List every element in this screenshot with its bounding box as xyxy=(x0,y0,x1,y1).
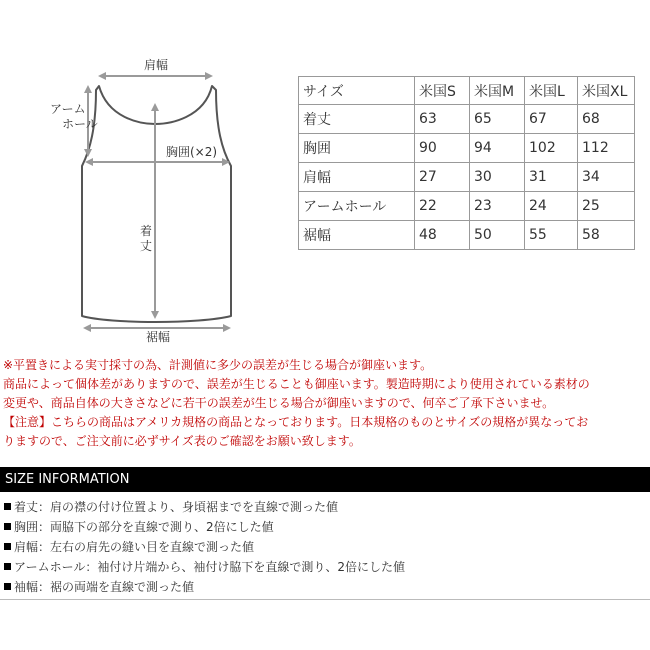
notes-section xyxy=(3,356,648,451)
size-diagram xyxy=(0,0,290,350)
size-information-list xyxy=(4,497,405,597)
size-table-cell: 肩幅 xyxy=(299,163,415,192)
length-arrow xyxy=(151,103,159,319)
size-table-cell: 55 xyxy=(525,221,578,250)
size-table-header-cell: サイズ xyxy=(299,77,415,105)
length-label-line2: 丈 xyxy=(140,239,153,253)
size-table-cell: 27 xyxy=(415,163,470,192)
size-table-cell: 31 xyxy=(525,163,578,192)
size-table-cell: 着丈 xyxy=(299,105,415,134)
size-table-header-row xyxy=(299,77,635,105)
size-table xyxy=(298,76,635,250)
size-table-cell: 58 xyxy=(578,221,635,250)
size-table-cell: 23 xyxy=(470,192,525,221)
size-info-item xyxy=(4,577,405,597)
size-info-text: 袖幅：裾の両端を直線で測った値 xyxy=(14,580,195,594)
bottom-divider xyxy=(0,599,650,600)
size-table-cell: 67 xyxy=(525,105,578,134)
size-table-cell: 112 xyxy=(578,134,635,163)
size-info-item xyxy=(4,517,405,537)
chest-arrow xyxy=(85,158,230,166)
size-information-header: SIZE INFORMATION xyxy=(0,467,650,492)
square-bullet-icon xyxy=(4,543,11,550)
size-table-cell: 胸囲 xyxy=(299,134,415,163)
size-table-cell: 裾幅 xyxy=(299,221,415,250)
length-label-line1: 着 xyxy=(140,224,153,238)
size-table-row xyxy=(299,163,635,192)
size-table-cell: 63 xyxy=(415,105,470,134)
size-table-row xyxy=(299,134,635,163)
size-info-item xyxy=(4,497,405,517)
square-bullet-icon xyxy=(4,503,11,510)
size-info-item xyxy=(4,557,405,577)
size-table-row xyxy=(299,105,635,134)
size-table-header-cell: 米国M xyxy=(470,77,525,105)
shoulder-arrow xyxy=(98,72,213,80)
square-bullet-icon xyxy=(4,583,11,590)
size-table-header-cell: 米国L xyxy=(525,77,578,105)
hem-label: 裾幅 xyxy=(146,330,171,344)
size-table-cell: 22 xyxy=(415,192,470,221)
size-info-text: 胸囲：両脇下の部分を直線で測り、2倍にした値 xyxy=(14,520,274,534)
size-table-cell: 25 xyxy=(578,192,635,221)
garment-outline xyxy=(82,86,231,322)
size-table-cell: 68 xyxy=(578,105,635,134)
chest-label: 胸囲(×2) xyxy=(166,145,218,159)
size-table-cell: 102 xyxy=(525,134,578,163)
variance-note-line1: 商品によって個体差がありますので、誤差が生じることも御座います。製造時期により使用されている素材の xyxy=(3,377,590,391)
size-table-row xyxy=(299,221,635,250)
size-table-cell: 30 xyxy=(470,163,525,192)
size-table-cell: アームホール xyxy=(299,192,415,221)
size-table-cell: 48 xyxy=(415,221,470,250)
size-table-cell: 65 xyxy=(470,105,525,134)
measurement-note: ※平置きによる実寸採寸の為、計測値に多少の誤差が生じる場合が御座います。 xyxy=(3,358,433,372)
us-size-warning-line1: 【注意】こちらの商品はアメリカ規格の商品となっております。日本規格のものとサイズの規格が異なってお xyxy=(3,415,589,429)
armhole-label-line1: アーム xyxy=(50,102,86,116)
size-table-header-cell: 米国XL xyxy=(578,77,635,105)
size-table-row xyxy=(299,192,635,221)
square-bullet-icon xyxy=(4,563,11,570)
size-table-cell: 50 xyxy=(470,221,525,250)
square-bullet-icon xyxy=(4,523,11,530)
size-table-cell: 24 xyxy=(525,192,578,221)
size-table-header-cell: 米国S xyxy=(415,77,470,105)
size-info-text: 着丈：肩の襟の付け位置より、身頃裾までを直線で測った値 xyxy=(14,500,339,514)
size-table-cell: 90 xyxy=(415,134,470,163)
armhole-label-line2: ホール xyxy=(62,117,98,131)
size-info-text: アームホール：袖付け片端から、袖付け脇下を直線で測り、2倍にした値 xyxy=(14,560,406,574)
size-info-item xyxy=(4,537,405,557)
size-info-text: 肩幅：左右の肩先の縫い目を直線で測った値 xyxy=(14,540,255,554)
us-size-warning-line2: りますので、ご注文前に必ずサイズ表のご確認をお願い致します。 xyxy=(3,434,361,448)
shoulder-label: 肩幅 xyxy=(144,58,169,72)
variance-note-line2: 変更や、商品自体の大きさなどに若干の誤差が生じる場合が御座いますので、何卒ご了承下さいませ。 xyxy=(3,396,555,410)
size-table-cell: 34 xyxy=(578,163,635,192)
tank-top-illustration xyxy=(0,0,290,350)
size-table-cell: 94 xyxy=(470,134,525,163)
